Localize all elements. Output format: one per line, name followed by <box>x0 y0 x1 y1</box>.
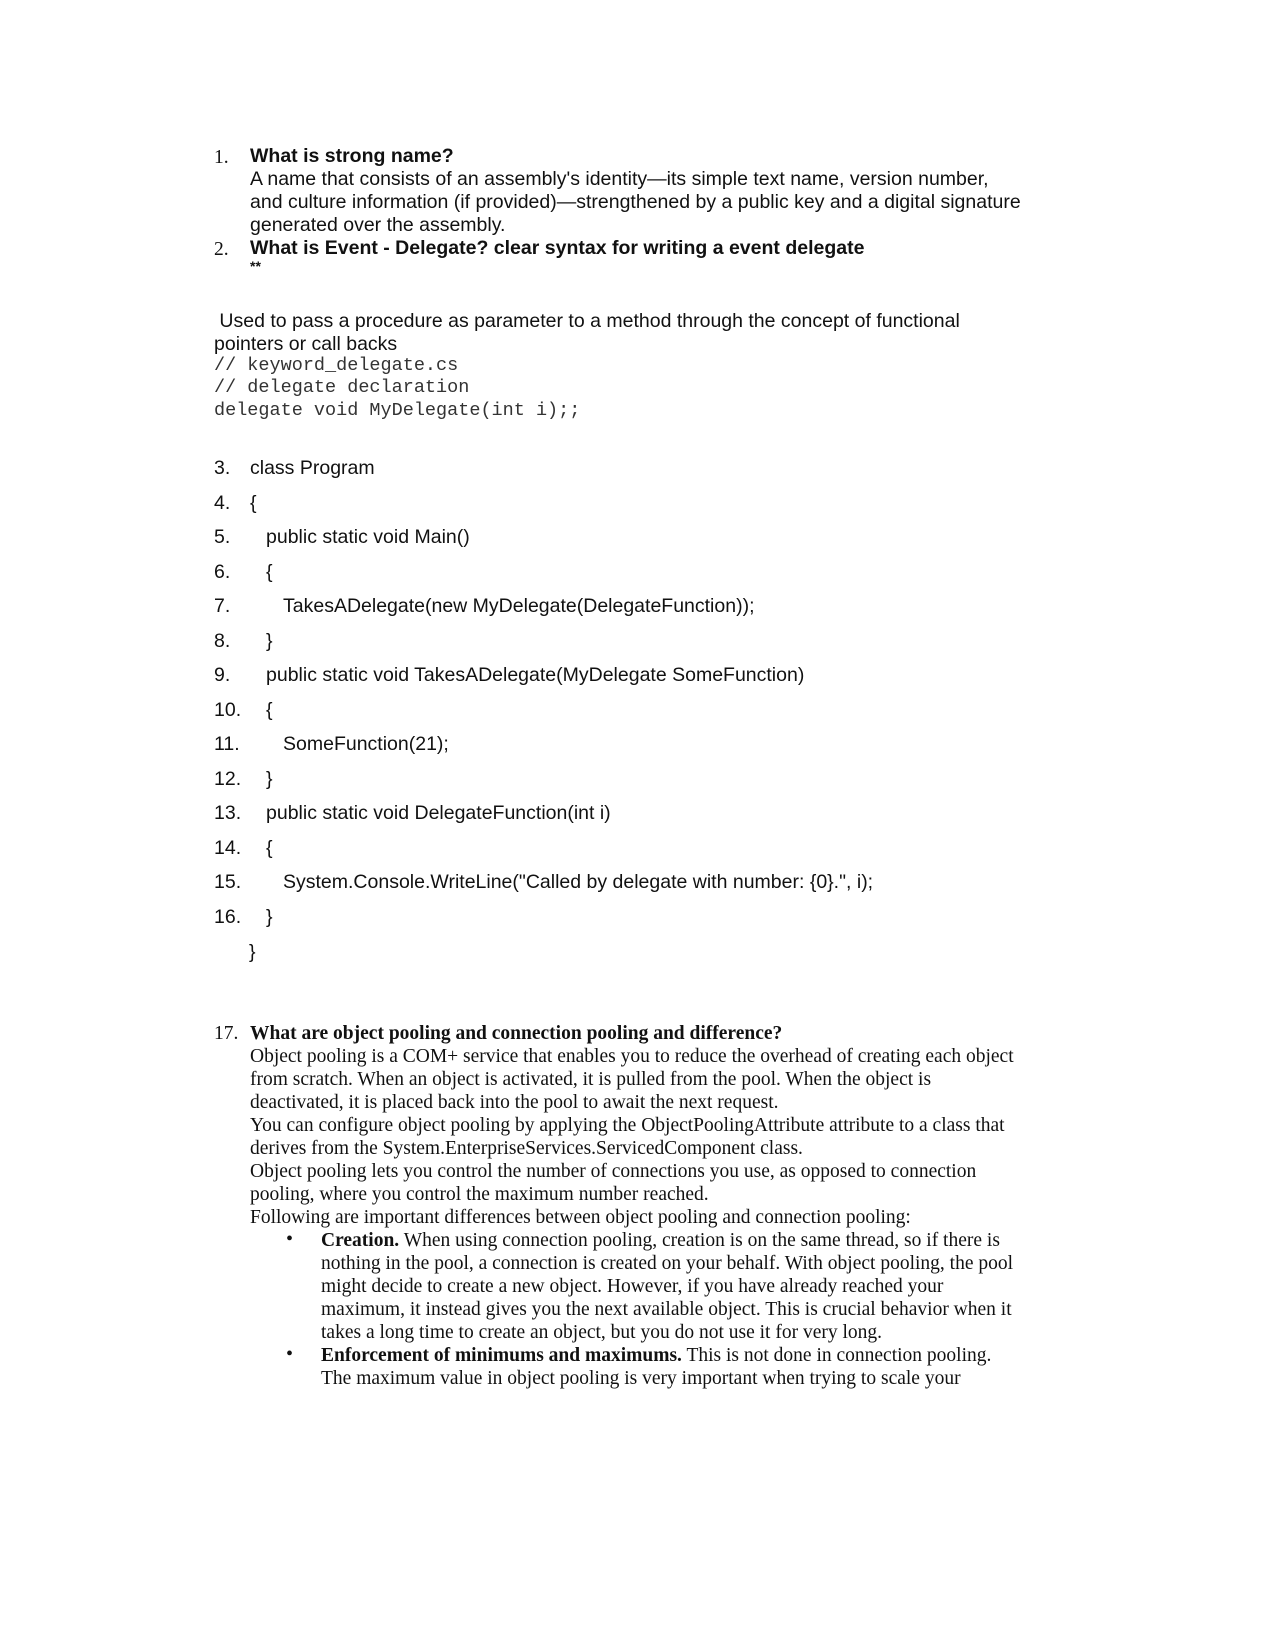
listing-text: public static void TakesADelegate(MyDelegate SomeFunction) <box>266 664 805 686</box>
q17-paragraph-line: from scratch. When an object is activated, it is pulled from the pool. When the object is <box>250 1069 932 1090</box>
listing-text: } <box>266 906 273 928</box>
q17-title: What are object pooling and connection pooling and difference? <box>250 1023 783 1044</box>
listing-text: public static void Main() <box>266 526 470 548</box>
listing-text: } <box>266 630 273 652</box>
listing-number: 9. <box>214 664 231 686</box>
listing-text: { <box>266 561 273 583</box>
q17-number: 17. <box>214 1023 239 1044</box>
bullet-first-line <box>321 1344 991 1368</box>
bullet-line: maximum, it instead gives you the next available object. This is crucial behavior when it <box>321 1299 1012 1320</box>
listing-text: public static void DelegateFunction(int i) <box>266 802 611 824</box>
listing-number: 6. <box>214 561 231 583</box>
bullet-lead: Creation. <box>321 1230 400 1251</box>
listing-number: 10. <box>214 699 242 721</box>
bullet-line: The maximum value in object pooling is very important when trying to scale your <box>321 1368 961 1389</box>
listing-text: System.Console.WriteLine("Called by delegate with number: {0}.", i); <box>283 871 874 893</box>
bullet-icon: • <box>286 1228 294 1250</box>
bullet-line: nothing in the pool, a connection is created on your behalf. With object pooling, the pool <box>321 1253 1014 1274</box>
q17-paragraph-line: pooling, where you control the maximum number reached. <box>250 1184 709 1205</box>
listing-number: 11. <box>214 733 240 755</box>
listing-number: 3. <box>214 457 231 479</box>
listing-closing-brace: } <box>249 941 256 963</box>
listing-number: 15. <box>214 871 242 893</box>
q1-answer-line: generated over the assembly. <box>250 214 506 236</box>
q17-paragraph-line: Object pooling is a COM+ service that enables you to reduce the overhead of creating each object <box>250 1046 1014 1067</box>
q17-paragraph-line: deactivated, it is placed back into the pool to await the next request. <box>250 1092 779 1113</box>
bullet-line: takes a long time to create an object, but you do not use it for very long. <box>321 1322 883 1343</box>
q2-stars: ** <box>250 258 261 274</box>
q2-intro-line: pointers or call backs <box>214 333 398 355</box>
listing-number: 8. <box>214 630 231 652</box>
q2-number: 2. <box>214 239 229 260</box>
q2-title: What is Event - Delegate? clear syntax for writing a event delegate <box>250 237 865 259</box>
listing-text: TakesADelegate(new MyDelegate(DelegateFunction)); <box>283 595 755 617</box>
code-line: // keyword_delegate.cs <box>214 355 459 376</box>
code-line: delegate void MyDelegate(int i);; <box>214 400 581 421</box>
q2-intro-line: Used to pass a procedure as parameter to a method through the concept of functional <box>214 310 960 332</box>
listing-text: { <box>250 492 257 514</box>
q17-paragraph-line: Following are important differences between object pooling and connection pooling: <box>250 1207 911 1228</box>
bullet-text: When using connection pooling, creation is on the same thread, so if there is <box>399 1230 1000 1251</box>
listing-number: 16. <box>214 906 242 928</box>
bullet-line: might decide to create a new object. However, if you have already reached your <box>321 1276 944 1297</box>
q1-answer-line: A name that consists of an assembly's identity—its simple text name, version number, <box>250 168 989 190</box>
q1-answer-line: and culture information (if provided)—strengthened by a public key and a digital signature <box>250 191 1021 213</box>
q1-number: 1. <box>214 147 229 168</box>
bullet-text: This is not done in connection pooling. <box>681 1345 992 1366</box>
listing-number: 5. <box>214 526 231 548</box>
listing-number: 7. <box>214 595 231 617</box>
listing-number: 4. <box>214 492 231 514</box>
code-line: // delegate declaration <box>214 377 470 398</box>
listing-text: { <box>266 837 273 859</box>
listing-text: { <box>266 699 273 721</box>
q17-paragraph-line: Object pooling lets you control the number of connections you use, as opposed to connection <box>250 1161 977 1182</box>
listing-number: 13. <box>214 802 242 824</box>
q17-paragraph-line: derives from the System.EnterpriseServices.ServicedComponent class. <box>250 1138 803 1159</box>
listing-text: SomeFunction(21); <box>283 733 449 755</box>
bullet-first-line <box>321 1229 1000 1253</box>
q17-paragraph-line: You can configure object pooling by applying the ObjectPoolingAttribute attribute to a class that <box>250 1115 1005 1136</box>
bullet-lead: Enforcement of minimums and maximums. <box>321 1345 682 1366</box>
bullet-icon: • <box>286 1343 294 1365</box>
q1-title: What is strong name? <box>250 145 454 167</box>
listing-text: class Program <box>250 457 375 479</box>
listing-number: 12. <box>214 768 242 790</box>
listing-number: 14. <box>214 837 242 859</box>
listing-text: } <box>266 768 273 790</box>
